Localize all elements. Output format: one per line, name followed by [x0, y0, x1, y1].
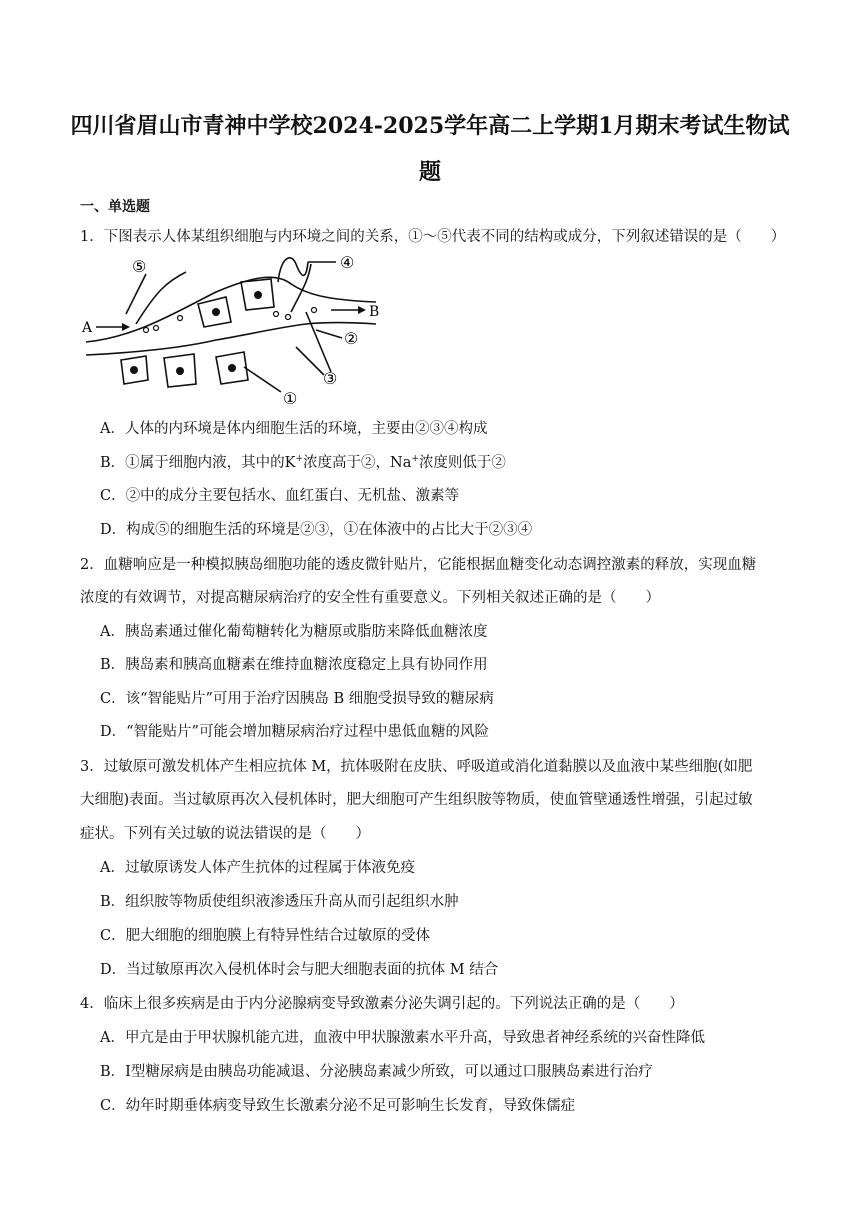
label-5: ⑤ [132, 257, 147, 276]
q4-option-a: A．甲亢是由于甲状腺机能亢进，血液中甲状腺激素水平升高，导致患者神经系统的兴奋性降低 [100, 1030, 705, 1046]
label-3: ③ [323, 369, 338, 388]
q1-option-c: C．②中的成分主要包括水、血红蛋白、无机盐、激素等 [100, 488, 460, 504]
q4-option-c: C．幼年时期垂体病变导致生长激素分泌不足可影响生长发育，导致侏儒症 [100, 1098, 576, 1114]
q2-option-c: C．该“智能贴片”可用于治疗因胰岛 B 细胞受损导致的糖尿病 [100, 691, 494, 707]
q2-option-a: A．胰岛素通过催化葡萄糖转化为糖原或脂肪来降低血糖浓度 [100, 624, 488, 640]
q1-figure [76, 252, 380, 412]
section-heading: 一、单选题 [80, 199, 150, 215]
q3-option-b: B．组织胺等物质使组织液渗透压升高从而引起组织水肿 [100, 894, 459, 910]
q3-option-a: A．过敏原诱发人体产生抗体的过程属于体液免疫 [100, 860, 415, 876]
label-4: ④ [340, 253, 355, 272]
q4-stem: 4．临床上很多疾病是由于内分泌腺病变导致激素分泌失调引起的。下列说法正确的是（ ） [80, 996, 684, 1012]
q3-option-d: D．当过敏原再次入侵机体时会与肥大细胞表面的抗体 M 结合 [100, 962, 499, 978]
q2-stem-line-2: 浓度的有效调节，对提高糖尿病治疗的安全性有重要意义。下列相关叙述正确的是（ ） [80, 590, 660, 606]
q4-option-b: B．Ⅰ型糖尿病是由胰岛功能减退、分泌胰岛素减少所致，可以通过口服胰岛素进行治疗 [100, 1064, 653, 1080]
label-1: ① [283, 389, 298, 408]
q3-stem-line-1: 3．过敏原可激发机体产生相应抗体 M，抗体吸附在皮肤、呼吸道或消化道黏膜以及血液中某些细胞(如肥 [80, 759, 753, 775]
q1-stem: 1．下图表示人体某组织细胞与内环境之间的关系，①～⑤代表不同的结构或成分，下列叙述错误的是（ ） [80, 229, 786, 245]
q2-option-d: D．“智能贴片”可能会增加糖尿病治疗过程中患低血糖的风险 [100, 724, 489, 740]
page-title-line-1: 四川省眉山市青神中学校2024-2025学年高二上学期1月期末考试生物试 [70, 113, 790, 139]
q2-stem-line-1: 2．血糖响应是一种模拟胰岛细胞功能的透皮微针贴片，它能根据血糖变化动态调控激素的释放，实现血糖 [80, 557, 757, 573]
q2-option-b: B．胰岛素和胰高血糖素在维持血糖浓度稳定上具有协同作用 [100, 657, 488, 673]
q1-option-b: B．①属于细胞内液，其中的K+浓度高于②，Na+浓度则低于② [100, 454, 506, 471]
q3-option-c: C．肥大细胞的细胞膜上有特异性结合过敏原的受体 [100, 928, 431, 944]
label-b: B [369, 304, 380, 320]
q3-stem-line-2: 大细胞)表面。当过敏原再次入侵机体时，肥大细胞可产生组织胺等物质，使血管壁通透性增强，引起过敏 [80, 792, 753, 808]
label-2: ② [344, 329, 359, 348]
page-title-line-2: 题 [418, 159, 441, 185]
label-a: A [82, 320, 93, 336]
q1-option-a: A．人体的内环境是体内细胞生活的环境，主要由②③④构成 [100, 421, 488, 437]
q1-option-d: D．构成⑤的细胞生活的环境是②③，①在体液中的占比大于②③④ [100, 522, 533, 538]
q3-stem-line-3: 症状。下列有关过敏的说法错误的是（ ） [80, 826, 370, 842]
